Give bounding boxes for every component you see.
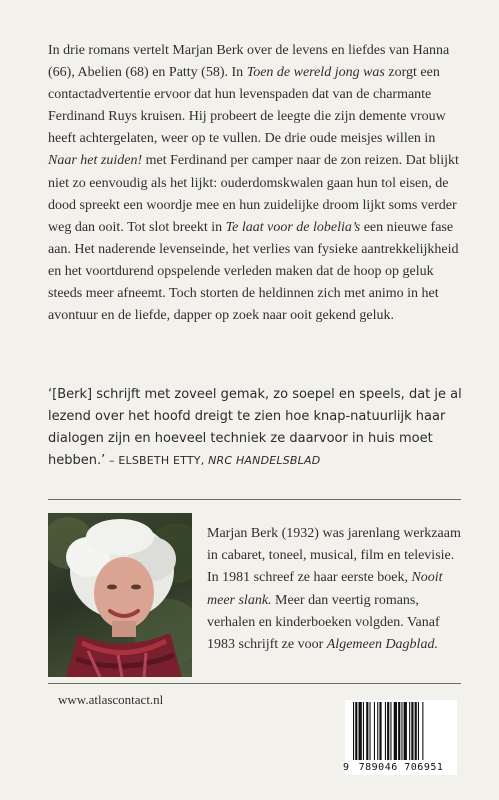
publisher-url[interactable]: www.atlascontact.nl <box>58 692 164 707</box>
author-portrait-illustration <box>48 513 192 677</box>
barcode-bar <box>374 702 375 760</box>
barcode-bar <box>418 702 419 760</box>
blurb-text: zorgt een contactadvertentie ervoor dat hun levenspaden dat van de charmante Ferdinand Ruys kruisen. Hij probeert de leegte die zijn demente vrouw heeft achtergelaten, weer op te vullen. De drie oude meisjes willen in <box>48 65 446 147</box>
barcode-bar <box>422 702 423 760</box>
blurb-text: een nieuwe fase aan. Het naderende levenseinde, het verlies van fysieke aantrekkelijkheid en het voortdurend opspelende verleden maken dat de hoop op geluk steeds meer afneemt. Toch storten de heldinnen zich met animo in het avontuur en de liefde, dapper op zoek naar ooit gekend geluk. <box>48 219 459 324</box>
quote-author: – ELSBETH ETTY, <box>105 454 209 467</box>
barcode-bar <box>411 702 413 760</box>
quote-text: ‘[Berk] schrijft met zoveel gemak, zo soepel en speels, dat je al lezend over het hoofd dreigt te zien hoe knap-natuurlijk haar dialogen zijn en hoeveel techniek ze daarvoor in huis moet hebben.’ <box>48 387 462 468</box>
blurb-text: In drie romans vertelt Marjan Berk over de levens en liefdes van Hanna (66), Abelien (68) en Patty (58). In <box>48 43 450 81</box>
bio-text: Marjan Berk (1932) was jarenlang werkzaam in cabaret, toneel, musical, film en televisie. In 1981 schreef ze haar eerste boek, <box>207 526 461 586</box>
barcode-bar <box>355 702 357 760</box>
barcode-bar <box>404 702 407 760</box>
barcode-bar <box>387 702 389 760</box>
author-photo <box>48 513 192 677</box>
bio-newspaper: Algemeen Dagblad. <box>326 637 438 653</box>
barcode-bar <box>398 702 400 760</box>
barcode-bar <box>379 702 381 760</box>
barcode-bar <box>385 702 386 760</box>
divider-bottom <box>48 683 461 684</box>
barcode-bar <box>394 702 397 760</box>
isbn-digits: 789046 706951 <box>358 762 444 773</box>
isbn-lead-digit: 9 <box>343 762 350 773</box>
barcode-bar <box>415 702 417 760</box>
barcode-bars <box>353 702 449 760</box>
book-title-3: Te laat voor de lobelia’s <box>225 219 361 235</box>
back-cover-blurb <box>48 40 462 327</box>
bio-text: Meer dan veertig romans, verhalen en kinderboeken volgden. Vanaf 1983 schrijft ze voor <box>207 592 440 653</box>
book-title-1: Toen de wereld jong was <box>246 65 385 81</box>
barcode-bar <box>377 702 378 760</box>
barcode-bar <box>353 702 354 760</box>
bio-book-title: Nooit meer slank. <box>207 570 443 608</box>
isbn-barcode <box>345 700 457 775</box>
divider-top <box>48 499 461 500</box>
barcode-bar <box>359 702 362 760</box>
barcode-bar <box>401 702 402 760</box>
quote-publication: NRC HANDELSBLAD <box>208 454 321 467</box>
book-title-2: Naar het zuiden! <box>48 153 143 169</box>
barcode-bar <box>409 702 410 760</box>
barcode-bar <box>370 702 371 760</box>
barcode-bar <box>363 702 364 760</box>
barcode-bar <box>390 702 391 760</box>
author-bio <box>207 523 467 656</box>
quote-source <box>105 454 320 467</box>
blurb-text: met Ferdinand per camper naar de zon reizen. Dat blijkt niet zo eenvoudig als het lijkt: ouderdomskwalen gaan hun tol eisen, de dood spreekt een woordje mee en hun zuidelijke droom lijkt soms verder weg dan ooit. Tot slot breekt in <box>48 153 459 235</box>
review-quote <box>48 384 468 472</box>
barcode-bar <box>366 702 368 760</box>
